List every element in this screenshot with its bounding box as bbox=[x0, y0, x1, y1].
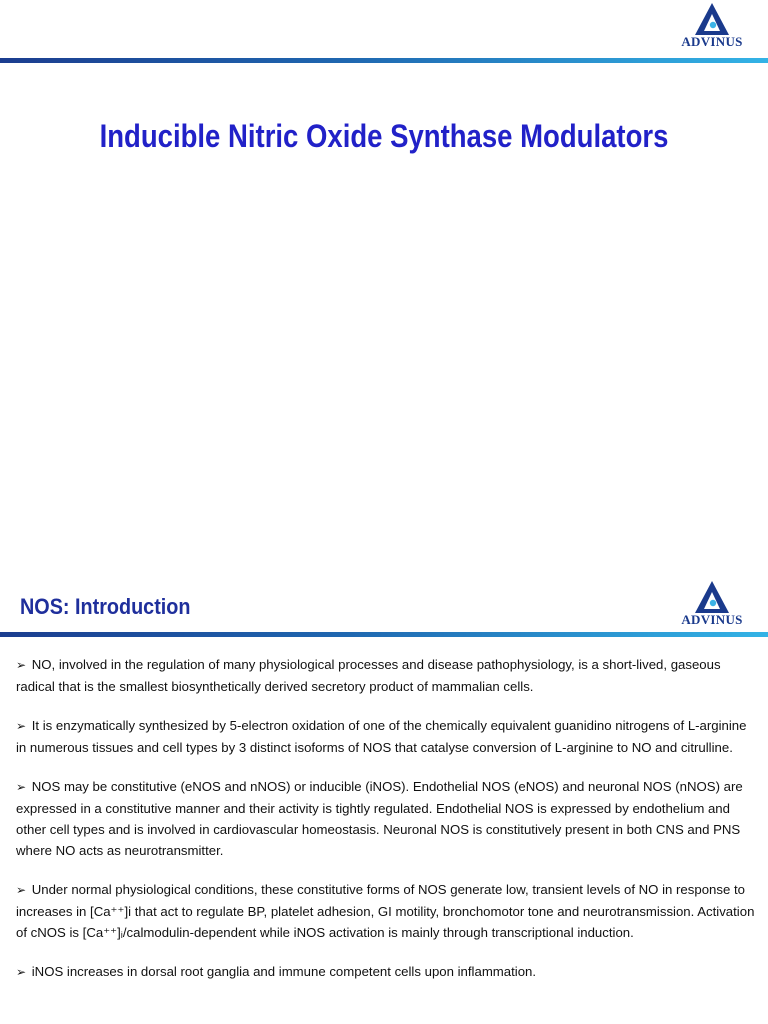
arrow-bullet-icon: ➢ bbox=[16, 658, 27, 672]
page-title: Inducible Nitric Oxide Synthase Modulators bbox=[99, 118, 669, 154]
header-rule bbox=[0, 58, 768, 63]
bullet-text: NO, involved in the regulation of many physiological processes and disease pathophysiology, is a short-lived, gaseous radical that is the smallest biosynthetically derived secretory product of mammalian cells. bbox=[16, 657, 721, 694]
bullet-item bbox=[16, 715, 760, 758]
arrow-bullet-icon: ➢ bbox=[16, 719, 27, 733]
section-heading: NOS: Introduction bbox=[20, 594, 191, 619]
advinus-logo-icon bbox=[694, 2, 730, 36]
slide-introduction bbox=[0, 556, 768, 1024]
advinus-logo-icon bbox=[694, 580, 730, 614]
arrow-bullet-icon: ➢ bbox=[16, 883, 27, 897]
bullet-item bbox=[16, 961, 760, 983]
bullet-text: It is enzymatically synthesized by 5-electron oxidation of one of the chemically equivalent guanidino nitrogens of L-arginine in numerous tissues and cell types by 3 distinct isoforms of NOS that catalyse conversion of L-arginine to NO and citrulline. bbox=[16, 718, 747, 755]
bullet-text: iNOS increases in dorsal root ganglia and immune competent cells upon inflammation. bbox=[31, 964, 537, 979]
logo-text: ADVINUS bbox=[681, 34, 743, 49]
advinus-logo bbox=[674, 580, 750, 628]
advinus-logo bbox=[674, 2, 750, 50]
bullet-text: Under normal physiological conditions, these constitutive forms of NOS generate low, transient levels of NO in response to increases in [Ca⁺⁺]i that act to regulate BP, platelet adhesion, GI motility, bronchomotor tone and neurotransmission. Activation of cNOS is [Ca⁺⁺]ᵢ/calmodulin-dependent while iNOS activation is mainly through transcriptional induction. bbox=[16, 882, 755, 940]
bullet-text: NOS may be constitutive (eNOS and nNOS) or inducible (iNOS). Endothelial NOS (eNOS) and neuronal NOS (nNOS) are expressed in a constitutive manner and their activity is tightly regulated. Endothelial NOS is expressed by endothelium and other cell types and is involved in cardiovascular homeostasis. Neuronal NOS is constitutively present in both CNS and PNS where NO acts as neurotransmitter. bbox=[16, 779, 743, 858]
bullet-item bbox=[16, 879, 760, 943]
bullet-item bbox=[16, 776, 760, 861]
bullet-item bbox=[16, 654, 760, 697]
arrow-bullet-icon: ➢ bbox=[16, 965, 27, 979]
logo-text: ADVINUS bbox=[681, 612, 743, 627]
header-rule bbox=[0, 632, 768, 637]
bullet-list bbox=[16, 654, 760, 1001]
arrow-bullet-icon: ➢ bbox=[16, 780, 27, 794]
